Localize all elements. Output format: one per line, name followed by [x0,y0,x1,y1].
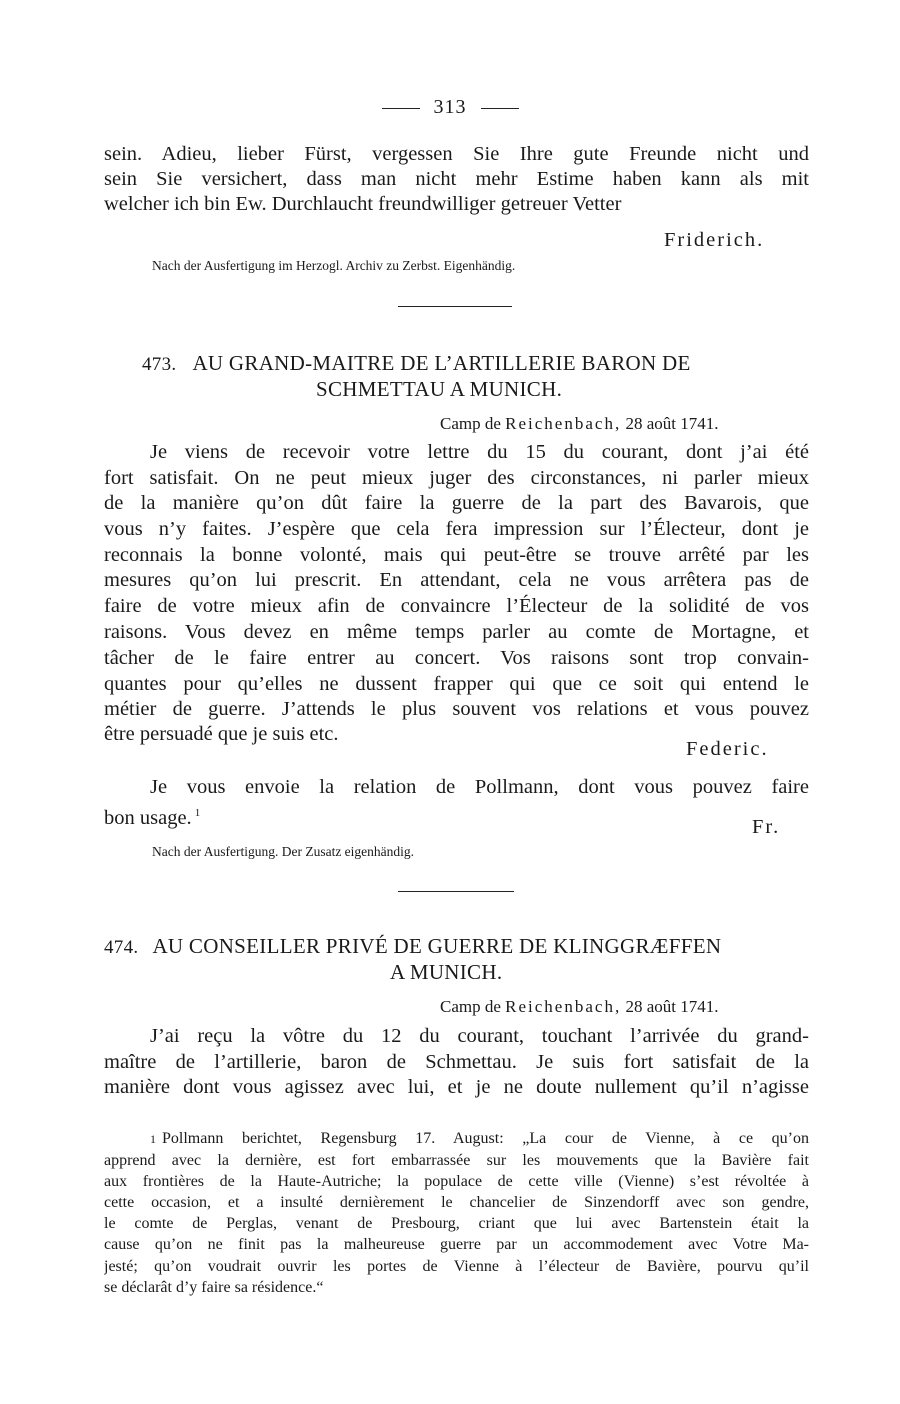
letter-473-line: vous n’y faites. J’espère que cela fera impression sur l’Électeur, dont je [104,518,809,540]
letter-473-number: 473. [142,354,177,375]
letter-473-line: être persuadé que je suis etc. [104,723,339,745]
footnote-line [150,1128,809,1149]
letter-473-date: 28 août 1741. [625,414,719,433]
footnote-line: le comte de Perglas, venant de Presbourg, criant que lui avec Bartenstein était la [104,1215,809,1232]
letter-473-postscript-line [104,801,200,831]
footnote-line: apprend avec la dernière, est fort embarrassée sur les mouvements que la Bavière fait [104,1152,809,1169]
letter-474-number: 474. [104,937,139,958]
letter-473-postscript-signature: Fr. [752,816,781,838]
letter-473-line: reconnais la bonne volonté, mais qui peut-être se trouve arrêté par les [104,544,809,566]
letter-473-line: fort satisfait. On ne peut mieux juger des circonstances, ni parler mieux [104,467,809,489]
footnote-text: Pollmann berichtet, Regensburg 17. August: „La cour de Vienne, à ce qu’on [162,1130,809,1147]
letter-473-line: raisons. Vous devez en même temps parler au comte de Mortagne, et [104,621,809,643]
letter-473-postscript-text: bon usage. [104,806,192,829]
letter-473-heading [142,351,691,376]
letter-473-line: tâcher de le faire entrer au concert. Vos raisons sont trop convain- [104,647,809,669]
prev-letter-signature: Friderich. [664,229,765,251]
letter-473-line: métier de guerre. J’attends le plus souvent vos relations et vous pouvez [104,698,809,720]
letter-474-title-line1: AU CONSEILLER PRIVÉ DE GUERRE DE KLINGGRÆFFEN [152,934,722,958]
prev-letter-source-note: Nach der Ausfertigung im Herzogl. Archiv zu Zerbst. Eigenhändig. [152,258,516,273]
letter-473-line: Je viens de recevoir votre lettre du 15 du courant, dont j’ai été [150,441,809,463]
letter-474-date-town: Reichenbach, [505,997,622,1016]
letter-473-title-line2: SCHMETTAU A MUNICH. [316,377,563,401]
footnote-mark: 1 [150,1132,156,1146]
page-number: 313 [433,96,467,118]
footnote-line: cette occasion, et a insulté dernièrement le chancelier de Sinzendorff avec son gendre, [104,1194,809,1211]
prev-letter-line: sein Sie versichert, dass man nicht mehr Estime haben kann als mit [104,168,809,190]
letter-473-dateline [440,414,718,434]
letter-473-signature: Federic. [686,738,769,760]
footnote-reference: 1 [194,807,201,819]
section-divider [398,891,514,892]
footnote-line: cause qu’on ne finit pas la malheureuse guerre par un accommodement avec Votre Ma- [104,1236,809,1253]
letter-474-line: maître de l’artillerie, baron de Schmettau. Je suis fort satisfait de la [104,1051,809,1073]
footnote-line: aux frontières de la Haute-Autriche; la populace de cette ville (Vienne) s’est révoltée à [104,1173,809,1190]
letter-473-line: de la manière qu’on dût faire la guerre de la part des Bavarois, que [104,492,809,514]
letter-473-line: faire de votre mieux afin de convaincre l’Électeur de la solidité de vos [104,595,809,617]
header-dash-left [382,108,420,109]
letter-473-line: quantes pour qu’elles ne dussent frapper qui que ce soit qui entend le [104,673,809,695]
letter-473-postscript-line: Je vous envoie la relation de Pollmann, dont vous pouvez faire [150,776,809,798]
letter-473-date-place: Camp de [440,414,501,433]
footnote-line: jesté; qu’on voudrait ouvrir les portes de Vienne à l’électeur de Bavière, pourvu qu’il [104,1258,809,1275]
letter-474-line: J’ai reçu la vôtre du 12 du courant, touchant l’arrivée du grand- [150,1025,809,1047]
footnote-line: se déclarât d’y faire sa résidence.“ [104,1279,324,1296]
letter-473-line: mesures qu’on lui prescrit. En attendant, cela ne vous arrêtera pas de [104,569,809,591]
letter-474-date-place: Camp de [440,997,501,1016]
section-divider [398,306,512,307]
letter-473-title-line1: AU GRAND-MAITRE DE L’ARTILLERIE BARON DE [192,351,691,375]
letter-474-heading [104,934,721,959]
letter-473-date-town: Reichenbach, [505,414,622,433]
header-dash-right [481,108,519,109]
letter-473-source-note: Nach der Ausfertigung. Der Zusatz eigenhändig. [152,844,415,859]
prev-letter-line: welcher ich bin Ew. Durchlaucht freundwilliger getreuer Vetter [104,193,622,215]
letter-474-title-line2: A MUNICH. [390,960,503,984]
prev-letter-line: sein. Adieu, lieber Fürst, vergessen Sie Ihre gute Freunde nicht und [104,143,809,165]
letter-474-dateline [440,997,718,1017]
letter-474-date: 28 août 1741. [625,997,719,1016]
letter-474-line: manière dont vous agissez avec lui, et je ne doute nullement qu’il n’agisse [104,1076,809,1098]
page-header [0,96,900,119]
